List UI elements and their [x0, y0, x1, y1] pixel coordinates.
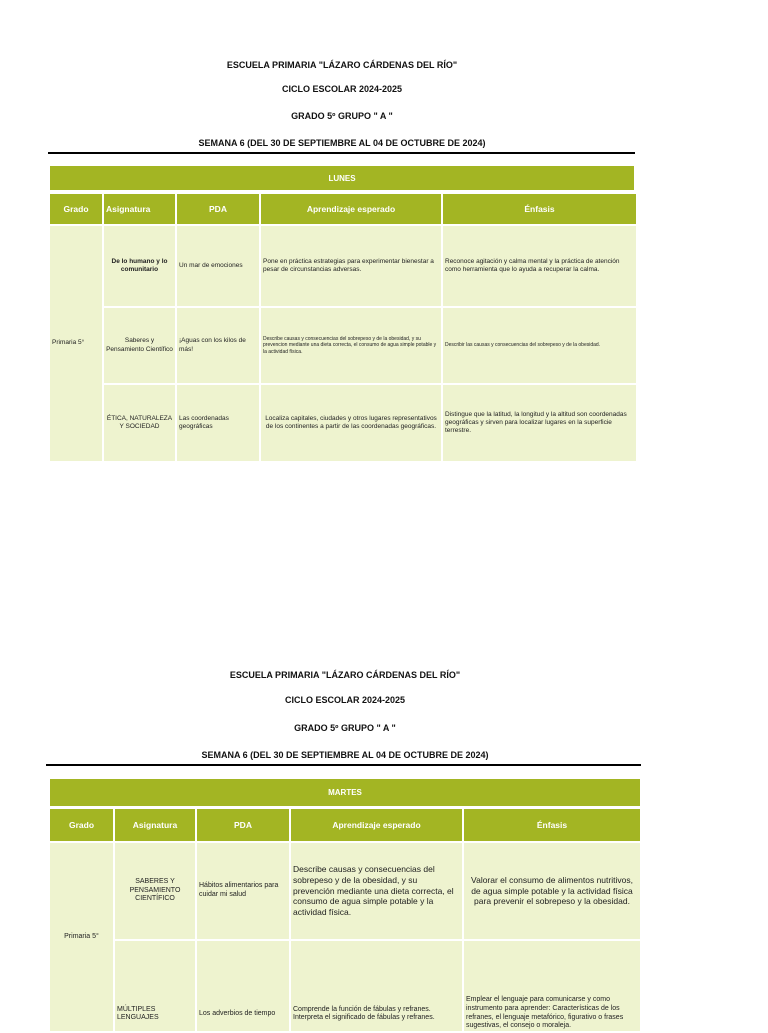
school-cycle: CICLO ESCOLAR 2024-2025	[284, 695, 406, 705]
pda-cell: Hábitos alimentarios para cuidar mi salud	[197, 843, 289, 939]
grado-cell: Primaria 5°	[50, 843, 113, 1031]
day-bar-lunes: LUNES	[50, 166, 634, 190]
header-aprendizaje: Aprendizaje esperado	[291, 809, 462, 841]
asignatura-cell: SABERES Y PENSAMIENTO CIENTÍFICO	[115, 843, 195, 939]
school-cycle: CICLO ESCOLAR 2024-2025	[281, 84, 403, 94]
aprendizaje-cell: Describe causas y consecuencias del sobrepeso y de la obesidad, y su prevención mediante una dieta correcta, el consumo de agua simple potable y la actividad física.	[291, 843, 462, 939]
asignatura-cell: MÚLTIPLES LENGUAJES	[115, 941, 195, 1031]
table-row	[50, 385, 636, 461]
grado-cell: Primaria 5°	[50, 226, 102, 461]
asignatura-cell: ÉTICA, NATURALEZA Y SOCIEDAD	[104, 385, 175, 461]
header-asignatura: Asignatura	[115, 809, 195, 841]
table-row	[50, 226, 636, 306]
header-pda: PDA	[177, 194, 259, 224]
table-row	[50, 308, 636, 383]
school-name: ESCUELA PRIMARIA "LÁZARO CÁRDENAS DEL RÍO"	[229, 670, 461, 680]
week-range: SEMANA 6 (DEL 30 DE SEPTIEMBRE AL 04 DE OCTUBRE DE 2024)	[198, 138, 486, 148]
enfasis-cell: Describir las causas y consecuencias del sobrepeso y de la obesidad.	[443, 308, 636, 383]
enfasis-cell: Emplear el lenguaje para comunicarse y como instrumento para aprender: Características de los refranes, el lenguaje metafórico, figurativo o frases sugestivas, el consejo o moraleja.	[464, 941, 640, 1031]
header-enfasis: Énfasis	[443, 194, 636, 224]
header-rule	[46, 764, 641, 766]
school-name: ESCUELA PRIMARIA "LÁZARO CÁRDENAS DEL RÍO"	[226, 60, 458, 70]
aprendizaje-cell: Pone en práctica estrategias para experimentar bienestar a pesar de circunstancias adversas.	[261, 226, 441, 306]
schedule-table-lunes	[48, 192, 638, 463]
header-enfasis: Énfasis	[464, 809, 640, 841]
aprendizaje-cell: Comprende la función de fábulas y refranes. Interpreta el significado de fábulas y refranes.	[291, 941, 462, 1031]
header-asignatura: Asignatura	[104, 194, 175, 224]
asignatura-cell: De lo humano y lo comunitario	[104, 226, 175, 306]
pda-cell: ¡Aguas con los kilos de más!	[177, 308, 259, 383]
grade-group: GRADO 5º GRUPO " A "	[291, 111, 393, 121]
header-pda: PDA	[197, 809, 289, 841]
week-range: SEMANA 6 (DEL 30 DE SEPTIEMBRE AL 04 DE OCTUBRE DE 2024)	[201, 750, 489, 760]
pda-cell: Los adverbios de tiempo	[197, 941, 289, 1031]
day-bar-martes: MARTES	[50, 779, 640, 806]
table-row	[50, 941, 640, 1031]
header-aprendizaje: Aprendizaje esperado	[261, 194, 441, 224]
pda-cell: Las coordenadas geográficas	[177, 385, 259, 461]
pda-cell: Un mar de emociones	[177, 226, 259, 306]
grade-group: GRADO 5º GRUPO " A "	[294, 723, 396, 733]
enfasis-cell: Valorar el consumo de alimentos nutritivos, de agua simple potable y la actividad física para prevenir el sobrepeso y la obesidad.	[464, 843, 640, 939]
aprendizaje-cell: Describe causas y consecuencias del sobrepeso y de la obesidad, y su prevencion mediante una dieta correcta, el consumo de agua simple potable y la actividad física.	[261, 308, 441, 383]
header-grado: Grado	[50, 809, 113, 841]
enfasis-cell: Distingue que la latitud, la longitud y la altitud son coordenadas geográficas y sirven para localizar lugares en la superficie terrestre.	[443, 385, 636, 461]
header-grado: Grado	[50, 194, 102, 224]
aprendizaje-cell: Localiza capitales, ciudades y otros lugares representativos de los continentes a partir de las coordenadas geográficas.	[261, 385, 441, 461]
schedule-table-martes	[48, 807, 642, 1033]
enfasis-cell: Reconoce agitación y calma mental y la práctica de atención como herramienta que lo ayuda a recuperar la calma.	[443, 226, 636, 306]
table-row	[50, 843, 640, 939]
asignatura-cell: Saberes y Pensamiento Científico	[104, 308, 175, 383]
header-rule	[48, 152, 635, 154]
